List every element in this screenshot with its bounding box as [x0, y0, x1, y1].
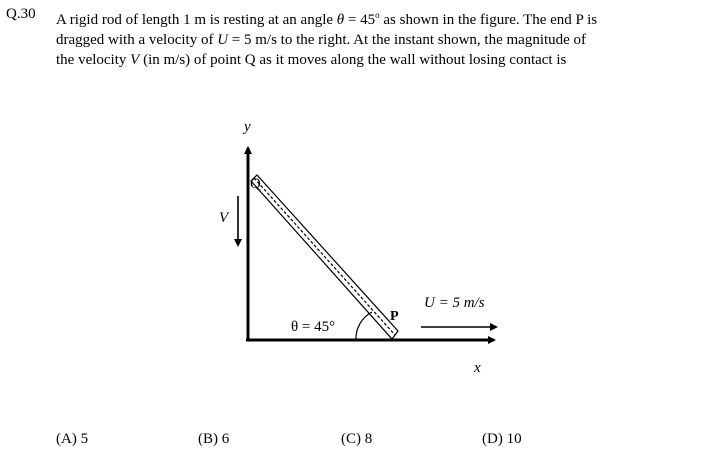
x-axis-label: x: [474, 360, 481, 376]
angle-label: θ = 45°: [291, 319, 336, 335]
rigid-rod: [251, 175, 398, 339]
velocity-u-label: U = 5 m/s: [424, 295, 485, 311]
u-symbol: U: [217, 32, 229, 48]
velocity-v-label: V: [219, 210, 229, 226]
angle-arc: [356, 312, 372, 340]
question-number: Q.30: [6, 6, 36, 22]
option-c[interactable]: (C) 8: [341, 431, 373, 447]
question-line-2: dragged with a velocity of U = 5 m/s to the right. At the instant shown, the magnitude of: [56, 32, 587, 48]
y-axis-label: y: [244, 119, 251, 135]
theta-symbol: θ: [336, 12, 345, 28]
degree-superscript: o: [375, 10, 380, 20]
question-line-1: A rigid rod of length 1 m is resting at an angle $\theta = 45^o$ as shown in the figure. The end P is: [56, 10, 598, 28]
point-q-label: Q: [250, 176, 261, 192]
option-d[interactable]: (D) 10: [482, 431, 522, 447]
point-p-label: P: [390, 309, 399, 324]
question-line-3: the velocity V (in m/s) of point Q as it moves along the wall without losing contact is: [56, 52, 567, 68]
option-a[interactable]: (A) 5: [56, 431, 89, 447]
option-b[interactable]: (B) 6: [198, 431, 230, 447]
v-symbol: V: [130, 52, 140, 68]
